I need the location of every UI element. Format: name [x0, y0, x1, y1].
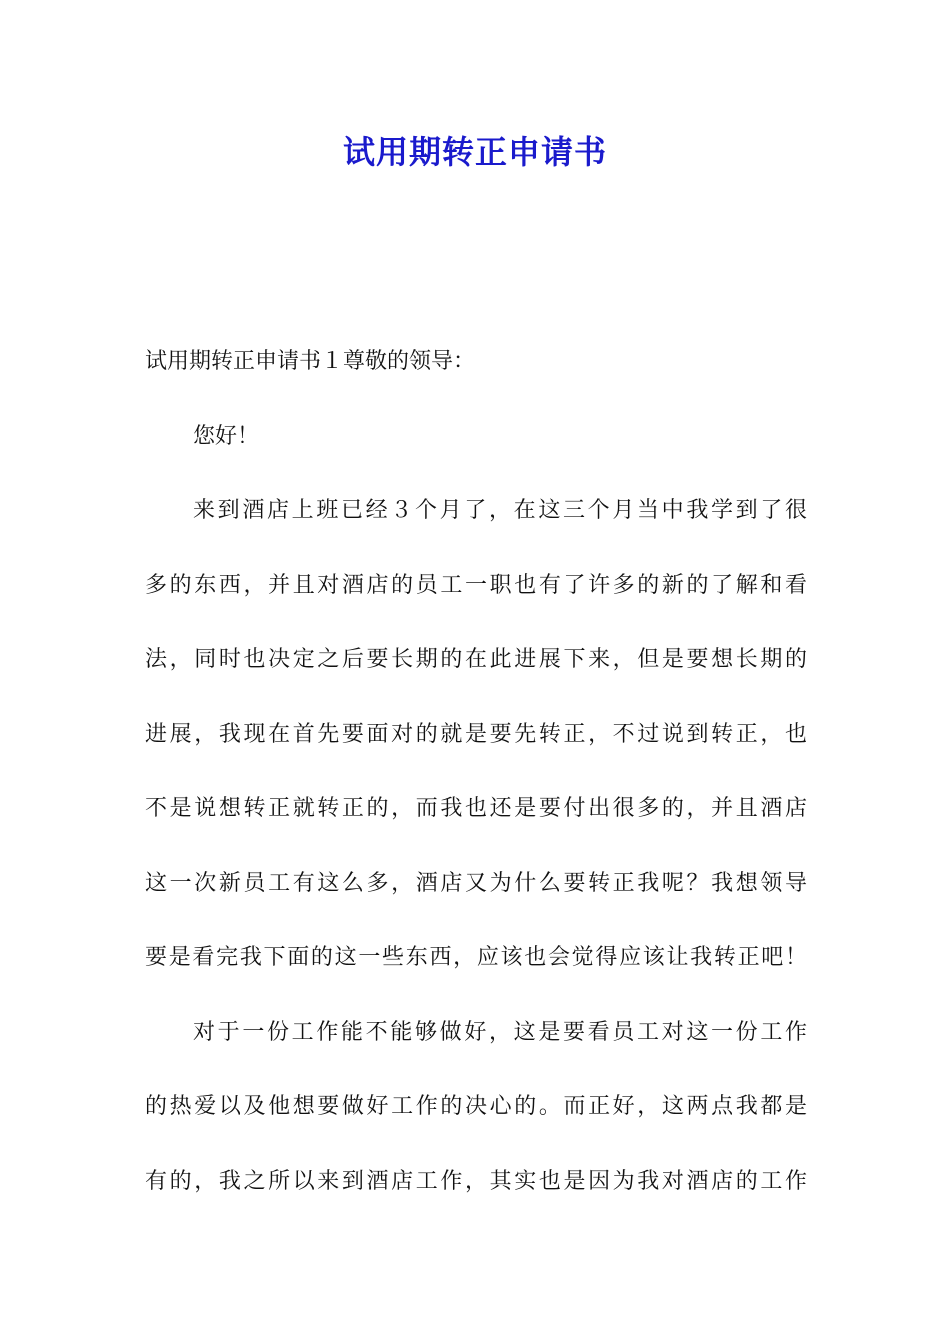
- paragraph-line: 要是看完我下面的这一些东西，应该也会觉得应该让我转正吧！: [145, 945, 807, 970]
- paragraph-line: 这一次新员工有这么多，酒店又为什么要转正我呢？我想领导: [145, 870, 807, 896]
- paragraph-line: 不是说想转正就转正的，而我也还是要付出很多的，并且酒店: [145, 796, 807, 821]
- document-body: [145, 340, 807, 1234]
- salutation-line: 试用期转正申请书１尊敬的领导：: [145, 349, 476, 374]
- document-title: 试用期转正申请书: [342, 133, 607, 171]
- paragraph-line: 有的，我之所以来到酒店工作，其实也是因为我对酒店的工作: [145, 1168, 807, 1194]
- paragraph-line: 法，同时也决定之后要长期的在此进展下来，但是要想长期的: [145, 647, 807, 672]
- paragraph-line: 进展，我现在首先要面对的就是要先转正，不过说到转正，也: [145, 721, 807, 747]
- greeting-line: 您好！: [193, 423, 260, 449]
- paragraph-line: 多的东西，并且对酒店的员工一职也有了许多的新的了解和看: [145, 572, 807, 598]
- paragraph-line: 来到酒店上班已经３个月了，在这三个月当中我学到了很: [193, 498, 807, 523]
- paragraph-line: 的热爱以及他想要做好工作的决心的。而正好，这两点我都是: [145, 1094, 807, 1119]
- paragraph-line: 对于一份工作能不能够做好，这是要看员工对这一份工作: [193, 1019, 807, 1045]
